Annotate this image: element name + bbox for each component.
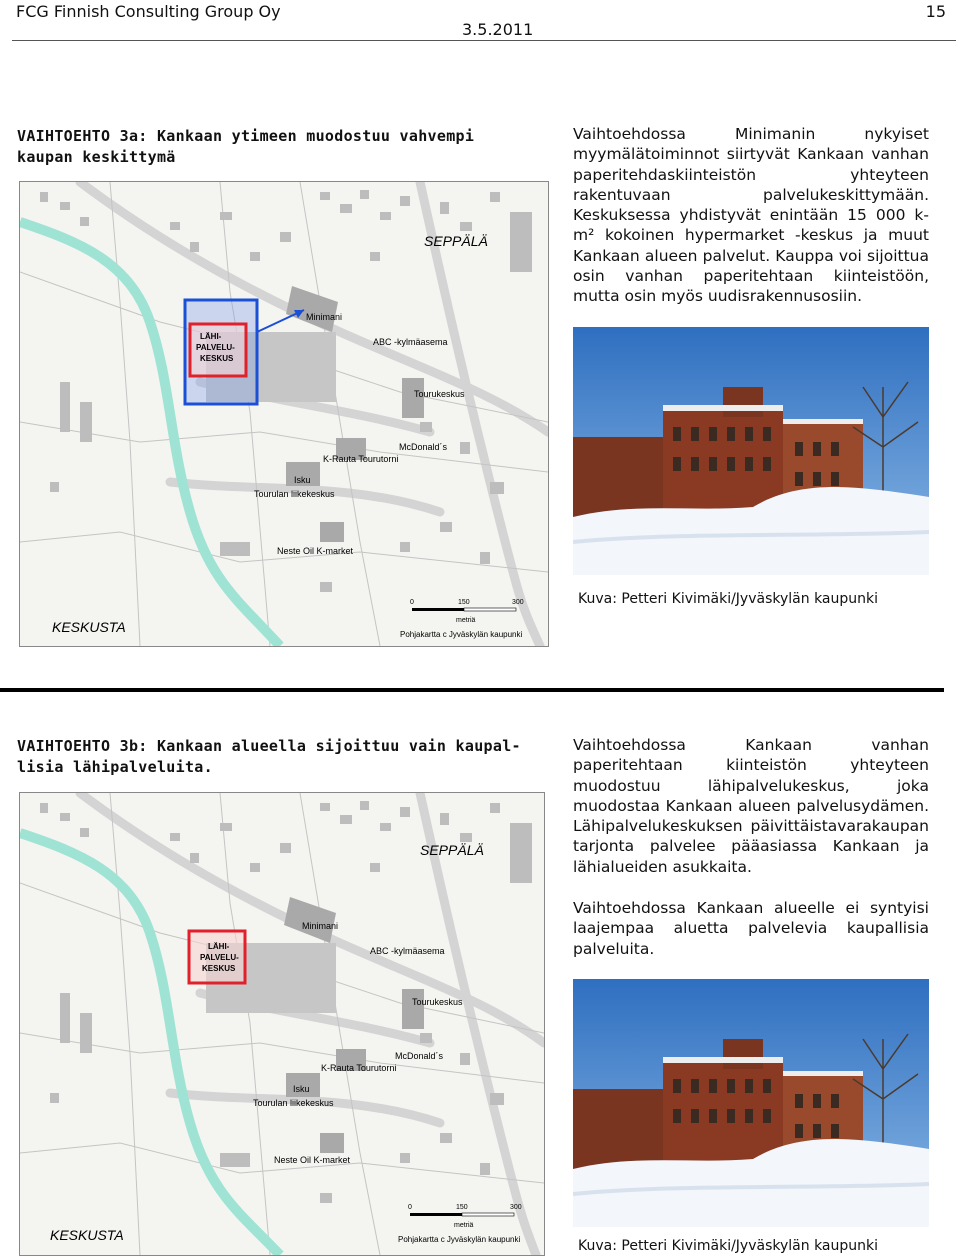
map-3b-drawing [20,793,544,1255]
section-b-heading-line1: VAIHTOEHTO 3b: Kankaan alueella sijoittuu vain kaupal- [17,737,521,755]
map-alternative-3b [19,792,545,1256]
label-tourulan: Tourulan liikekeskus [253,1098,334,1108]
label-mcdonalds: McDonald´s [395,1051,444,1061]
lahi-label-2: PALVELU- [196,343,235,352]
label-seppala: SEPPÄLÄ [420,842,484,858]
photo-a-caption: Kuva: Petteri Kivimäki/Jyväskylän kaupunki [578,591,879,607]
section-b-paragraph-1: Vaihtoehdossa Kankaan vanhan paperitehtaan kiinteistön yhteyteen muodostuu lähipalvelukeskus, joka muodostaa Kankaan alueen palvelusydämen. Lähipalvelukeskuksen päivittäistavarakaupan tarjonta palvelee pääasiassa Kankaan ja lähialueiden asukkaita. [573,736,929,876]
label-neste: Neste Oil K-market [274,1155,351,1165]
section-a-heading-line2: kaupan keskittymä [17,148,176,166]
label-tourukeskus: Tourukeskus [412,997,463,1007]
label-abc: ABC -kylmäasema [373,337,448,347]
svg-text:0: 0 [410,599,414,606]
page-number: 15 [925,2,946,21]
lahi-label-3: KESKUS [202,964,236,973]
svg-text:Pohjakartta c Jyväskylän kaupu: Pohjakartta c Jyväskylän kaupunki [400,630,523,639]
section-a-heading-line1: VAIHTOEHTO 3a: Kankaan ytimeen muodostuu vahvempi [17,127,475,145]
section-a-paragraph: Vaihtoehdossa Minimanin nykyiset myymälätoiminnot siirtyvät Kankaan vanhan paperitehdaskiinteistön yhteyteen rakentuvaan palvelukeskittymään. Keskuksessa yhdistyvät enintään 15 000 k-m² kokoinen hypermarket -keskus ja muut Kankaan alueen palvelut. Kauppa voi sijoittua osin vanhan paperitehtaan kiinteistöön, mutta osin myös uudisrakennusosiin. [573,125,929,306]
neste-building [320,1133,344,1153]
label-isku: Isku [293,1084,310,1094]
svg-text:150: 150 [458,599,470,606]
label-tourulan: Tourulan liikekeskus [254,489,335,499]
map-alternative-3a [19,181,549,647]
section-b-paragraph-2: Vaihtoehdossa Kankaan alueelle ei syntyisi laajempaa aluetta palvelevia kaupallisia palveluita. [573,899,929,958]
factory-photo-b-drawing [573,979,929,1227]
svg-text:300: 300 [512,599,524,606]
section-b-heading [17,736,557,778]
label-minimani: Minimani [302,921,339,931]
svg-text:metriä: metriä [454,1222,474,1229]
lahi-label-1: LÄHI- [208,942,230,951]
svg-text:0: 0 [408,1204,412,1211]
label-tourukeskus: Tourukeskus [414,389,465,399]
tourukeskus-building [402,989,424,1029]
section-divider [0,688,944,692]
factory-photo-b [573,979,929,1227]
map-3a-drawing [20,182,548,646]
factory-photo-a [573,327,929,575]
label-krauta: K-Rauta Tourutorni [321,1063,397,1073]
factory-photo-a-drawing [573,327,929,575]
label-krauta: K-Rauta Tourutorni [323,454,399,464]
section-b-heading-line2: lisia lähipalveluita. [17,758,213,776]
label-keskusta: KESKUSTA [52,619,126,635]
photo-b-caption: Kuva: Petteri Kivimäki/Jyväskylän kaupunki [578,1238,879,1254]
label-mcdonalds: McDonald´s [399,442,448,452]
label-minimani: Minimani [306,312,343,322]
svg-text:Pohjakartta c Jyväskylän kaupu: Pohjakartta c Jyväskylän kaupunki [398,1235,521,1244]
label-keskusta: KESKUSTA [50,1227,124,1243]
header-divider [12,40,956,41]
document-date: 3.5.2011 [462,20,534,39]
lahi-label-3: KESKUS [200,354,234,363]
svg-text:150: 150 [456,1204,468,1211]
label-neste: Neste Oil K-market [277,546,354,556]
label-isku: Isku [294,475,311,485]
lahi-label-2: PALVELU- [200,953,239,962]
section-a-heading [17,126,557,168]
company-name: FCG Finnish Consulting Group Oy [16,2,281,21]
svg-text:metriä: metriä [456,617,476,624]
label-seppala: SEPPÄLÄ [424,233,488,249]
svg-text:300: 300 [510,1204,522,1211]
lahi-label-1: LÄHI- [200,332,222,341]
label-abc: ABC -kylmäasema [370,946,445,956]
neste-building [320,522,344,542]
